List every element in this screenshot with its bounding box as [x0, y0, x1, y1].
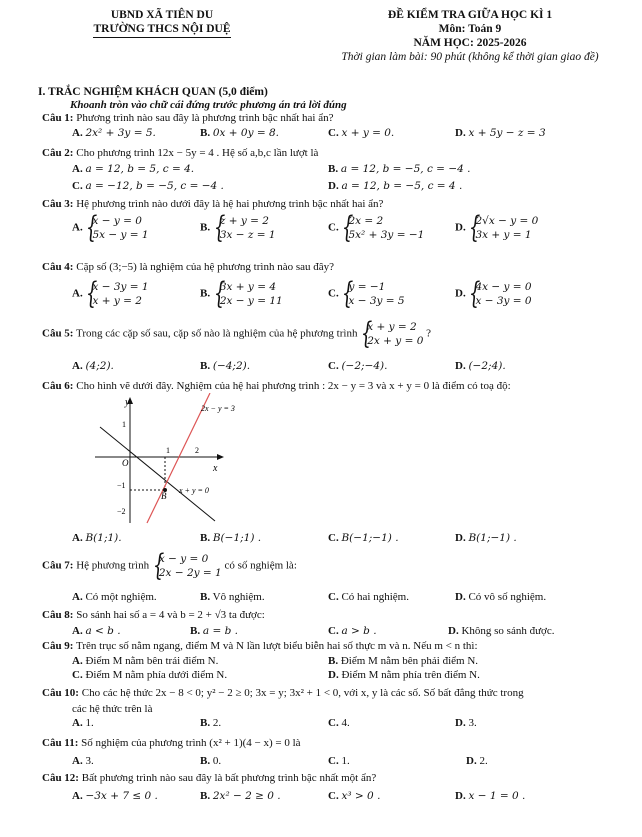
- opt-text: 0x + 0y = 8.: [212, 127, 280, 139]
- opt-letter: A.: [72, 717, 83, 729]
- school-name: TRƯỜNG THCS NỘI DUỆ: [93, 22, 230, 38]
- opt-letter: C.: [328, 221, 339, 234]
- school-year: NĂM HỌC: 2025-2026: [413, 37, 527, 49]
- opt-letter: D.: [466, 755, 477, 767]
- q3-option-a[interactable]: [72, 214, 149, 242]
- opt-text: a < b .: [85, 625, 121, 637]
- tick-yn1: −1: [117, 481, 126, 490]
- opt-text: 2.: [479, 755, 488, 767]
- opt-letter: B.: [200, 755, 211, 767]
- opt-letter: B.: [200, 717, 211, 729]
- opt-text: 3.: [85, 755, 94, 767]
- q4-option-c[interactable]: [328, 280, 405, 308]
- opt-text: a = b .: [202, 625, 238, 637]
- q-label: Câu 10:: [42, 687, 79, 699]
- q11-option-c[interactable]: [328, 755, 350, 768]
- opt-letter: D.: [455, 591, 466, 603]
- opt-letter: C.: [328, 532, 339, 544]
- question-9: [42, 640, 478, 653]
- exam-title: ĐỀ KIỂM TRA GIỮA HỌC KÌ 1: [387, 9, 553, 21]
- q-text: Cho các hệ thức 2x − 8 < 0; y² − 2 ≥ 0; 3x = y; 3x² + 1 < 0, với x, y là các số. Số bất đẳng thức trong: [81, 687, 524, 699]
- opt-text: x³ > 0 .: [341, 790, 381, 802]
- opt-letter: C.: [328, 717, 339, 729]
- opt-letter: C.: [328, 287, 339, 300]
- q-label: Câu 12:: [42, 772, 79, 784]
- q-text: Hệ phương trình: [76, 559, 150, 572]
- opt-text: B(−1;−1) .: [341, 532, 399, 544]
- q7-option-b[interactable]: [200, 591, 265, 604]
- opt-letter: C.: [72, 669, 83, 681]
- q3-option-c[interactable]: [328, 214, 424, 242]
- opt-text: −3x + 7 ≤ 0 .: [85, 790, 158, 802]
- opt-letter: B.: [328, 655, 339, 667]
- opt-text: x − 1 = 0 .: [468, 790, 526, 802]
- q12-option-c[interactable]: [328, 790, 380, 803]
- x-label: x: [213, 463, 218, 474]
- district-name: UBND XÃ TIÊN DU: [110, 9, 214, 21]
- opt-letter: C.: [328, 625, 339, 637]
- q3-option-b[interactable]: [200, 214, 276, 242]
- opt-text: 2x² + 3y = 5.: [85, 127, 156, 139]
- q-text: Hệ phương trình nào dưới đây là hệ hai phương trình bậc nhất hai ẩn?: [76, 198, 384, 210]
- eq: 5x − y = 1: [92, 229, 149, 241]
- question-8: [42, 609, 265, 622]
- q-label: Câu 3:: [42, 198, 74, 210]
- equation-system: [341, 280, 404, 308]
- q2-option-d[interactable]: [328, 180, 462, 193]
- opt-letter: B.: [200, 221, 211, 234]
- q-text: Trên trục số nằm ngang, điểm M và N lần lượt biểu biễn hai số thực m và n. Nếu m < n thì:: [76, 640, 478, 652]
- exam-header: [300, 8, 640, 64]
- q-text: Cặp số (3;−5) là nghiệm của hệ phương trình nào sau đây?: [76, 261, 335, 273]
- q4-option-a[interactable]: [72, 280, 149, 308]
- eq: x − 3y = 5: [348, 295, 405, 307]
- opt-letter: B.: [200, 532, 211, 544]
- q-text: Số nghiệm của phương trình (x² + 1)(4 − x) = 0 là: [81, 737, 301, 749]
- question-4: [42, 261, 334, 274]
- school-header: [72, 8, 252, 38]
- question-11: [42, 737, 301, 750]
- opt-letter: A.: [72, 163, 83, 175]
- opt-letter: A.: [72, 755, 83, 767]
- opt-letter: D.: [448, 625, 459, 637]
- eq: { x + y = 2: [367, 321, 417, 333]
- q7-option-d[interactable]: [455, 591, 546, 604]
- opt-letter: A.: [72, 532, 83, 544]
- opt-letter: C.: [328, 360, 339, 372]
- opt-text: 0.: [212, 755, 222, 767]
- q-label: Câu 11:: [42, 737, 79, 749]
- subject: Môn: Toán 9: [438, 23, 502, 35]
- q8-option-b[interactable]: [190, 625, 238, 638]
- opt-letter: C.: [72, 180, 83, 192]
- opt-text: 1.: [341, 755, 350, 767]
- opt-text: B(1;−1) .: [468, 532, 517, 544]
- time-note: Thời gian làm bài: 90 phút (không kể thời gian giao đề): [341, 51, 599, 63]
- q-label: Câu 5:: [42, 327, 74, 340]
- equation-system: [152, 552, 222, 580]
- eq: 5x² + 3y = −1: [348, 229, 425, 241]
- eq: 3x − z = 1: [219, 229, 276, 241]
- q11-option-a[interactable]: [72, 755, 94, 768]
- q-text: Phương trình nào sau đây là phương trình bậc nhất hai ẩn?: [76, 112, 334, 124]
- equation-system: [360, 320, 423, 348]
- q4-option-d[interactable]: [455, 280, 532, 308]
- opt-letter: C.: [328, 591, 339, 603]
- q8-option-a[interactable]: [72, 625, 121, 638]
- q4-option-b[interactable]: [200, 280, 283, 308]
- eq: { y = −1: [348, 281, 386, 293]
- tick-x2: 2: [195, 446, 199, 455]
- q-tail: có số nghiệm là:: [224, 559, 297, 572]
- opt-text: Điểm M nằm phía trên điểm N.: [341, 669, 480, 681]
- opt-letter: C.: [328, 127, 339, 139]
- q6-option-c[interactable]: [328, 532, 399, 545]
- opt-text: (4;2).: [85, 360, 114, 372]
- equation-system: [85, 214, 148, 242]
- opt-text: a = 12, b = −5, c = 4 .: [341, 180, 463, 192]
- q1-option-a[interactable]: [72, 127, 156, 140]
- q10-option-c[interactable]: [328, 717, 350, 730]
- question-1: [42, 112, 333, 125]
- q12-option-a[interactable]: [72, 790, 158, 803]
- opt-text: Có vô số nghiệm.: [468, 591, 547, 603]
- opt-text: x + 5y − z = 3: [468, 127, 546, 139]
- question-10-cont: các hệ thức trên là: [72, 703, 153, 715]
- opt-letter: B.: [200, 287, 211, 300]
- opt-text: 1.: [85, 717, 94, 729]
- opt-text: Điểm M nằm bên phải điểm N.: [340, 655, 479, 667]
- q5-option-c[interactable]: [328, 360, 387, 373]
- x-arrow: [217, 454, 224, 460]
- opt-text: Không so sánh được.: [461, 625, 555, 637]
- opt-text: B(−1;1) .: [212, 532, 262, 544]
- equation-system: [85, 280, 148, 308]
- eq: { z + y = 2: [219, 215, 269, 227]
- opt-letter: D.: [328, 669, 339, 681]
- eq: x − 3y = 0: [475, 295, 532, 307]
- opt-letter: D.: [455, 790, 466, 802]
- equation-system: [213, 280, 283, 308]
- section-title: I. TRẮC NGHIỆM KHÁCH QUAN (5,0 điểm): [38, 86, 268, 98]
- opt-text: Vô nghiệm.: [212, 591, 265, 603]
- q9-option-d[interactable]: [328, 669, 480, 682]
- opt-letter: A.: [72, 287, 83, 300]
- q11-option-b[interactable]: [200, 755, 221, 768]
- opt-text: B(1;1).: [85, 532, 122, 544]
- q10-option-d[interactable]: [455, 717, 477, 730]
- opt-text: a = 12, b = −5, c = −4 .: [340, 163, 471, 175]
- opt-letter: D.: [455, 287, 466, 300]
- q1-option-b[interactable]: [200, 127, 279, 140]
- q-label: Câu 2:: [42, 147, 74, 159]
- eq: x + y = 2: [92, 295, 142, 307]
- q5-option-b[interactable]: [200, 360, 250, 373]
- opt-text: x + y = 0.: [341, 127, 395, 139]
- eq: 3x + y = 1: [475, 229, 532, 241]
- q7-option-c[interactable]: [328, 591, 409, 604]
- opt-text: a > b .: [341, 625, 377, 637]
- q-label: Câu 4:: [42, 261, 74, 273]
- q-label: Câu 6:: [42, 380, 74, 392]
- equation-system: [468, 280, 531, 308]
- question-5: Câu 5: Trong các cặp số sau, cặp số nào là nghiệm của hệ phương trình { x + y = 2 2x + y = 0 ?: [42, 320, 431, 348]
- q9-option-c[interactable]: [72, 669, 227, 682]
- eq: 2x + y = 0: [367, 335, 424, 347]
- opt-letter: C.: [328, 755, 339, 767]
- q-label: Câu 7:: [42, 559, 74, 572]
- opt-letter: C.: [328, 790, 339, 802]
- opt-letter: D.: [328, 180, 339, 192]
- coordinate-graph: [95, 393, 245, 525]
- opt-text: (−2;4).: [468, 360, 506, 372]
- q10-option-b[interactable]: [200, 717, 221, 730]
- opt-letter: A.: [72, 625, 83, 637]
- opt-letter: B.: [200, 790, 211, 802]
- line1-label: 2x − y = 3: [201, 404, 235, 413]
- eq: 2x − y = 11: [219, 295, 283, 307]
- q-text: Trong các cặp số sau, cặp số nào là nghiệm của hệ phương trình: [76, 327, 358, 340]
- q11-option-d[interactable]: [466, 755, 488, 768]
- line2-label: x + y = 0: [179, 486, 209, 495]
- opt-letter: D.: [455, 360, 466, 372]
- q6-option-a[interactable]: [72, 532, 122, 545]
- opt-letter: A.: [72, 221, 83, 234]
- q-text: Cho phương trình 12x − 5y = 4 . Hệ số a,b,c lần lượt là: [76, 147, 319, 159]
- q-text: Bất phương trình nào sau đây là bất phương trình bậc nhất một ẩn?: [81, 772, 377, 784]
- q8-option-c[interactable]: [328, 625, 377, 638]
- q-label: Câu 8:: [42, 609, 74, 621]
- opt-letter: B.: [190, 625, 201, 637]
- opt-text: (−2;−4).: [341, 360, 388, 372]
- origin-label: O: [122, 458, 129, 468]
- instruction: Khoanh tròn vào chữ cái đứng trước phương án trả lời đúng: [70, 99, 347, 111]
- q-text: Cho hình vẽ dưới đây. Nghiệm của hệ hai phương trình : 2x − y = 3 và x + y = 0 là điểm có toạ độ:: [76, 380, 511, 392]
- eq: { 4x − y = 0: [475, 281, 532, 293]
- question-2: [42, 147, 318, 160]
- q12-option-d[interactable]: [455, 790, 525, 803]
- opt-letter: D.: [455, 532, 466, 544]
- opt-letter: B.: [328, 163, 339, 175]
- opt-letter: D.: [455, 127, 466, 139]
- q7-option-a[interactable]: [72, 591, 157, 604]
- q6-option-b[interactable]: [200, 532, 261, 545]
- opt-letter: A.: [72, 790, 83, 802]
- q9-option-a[interactable]: [72, 655, 218, 668]
- q10-option-a[interactable]: [72, 717, 94, 730]
- q5-option-a[interactable]: [72, 360, 114, 373]
- tick-x1: 1: [166, 446, 170, 455]
- question-7: [42, 552, 297, 580]
- point-b-label: B: [161, 491, 167, 501]
- q-label: Câu 1:: [42, 112, 74, 124]
- opt-text: 3.: [468, 717, 477, 729]
- opt-text: Có hai nghiệm.: [341, 591, 409, 603]
- q2-option-a[interactable]: [72, 163, 194, 176]
- q2-option-c[interactable]: [72, 180, 224, 193]
- opt-text: (−4;2).: [212, 360, 251, 372]
- equation-system: [341, 214, 424, 242]
- tick-yn2: −2: [117, 507, 126, 516]
- question-10: [42, 687, 524, 700]
- q2-option-b[interactable]: [328, 163, 470, 176]
- opt-letter: D.: [455, 221, 466, 234]
- opt-text: a = 12, b = 5, c = 4.: [85, 163, 195, 175]
- opt-text: 2.: [212, 717, 222, 729]
- opt-letter: B.: [200, 127, 211, 139]
- equation-system: [213, 214, 276, 242]
- opt-text: a = −12, b = −5, c = −4 .: [85, 180, 224, 192]
- eq: { x − y = 0: [92, 215, 142, 227]
- q9-option-b[interactable]: [328, 655, 478, 668]
- eq: 2x − 2y = 1: [158, 567, 222, 579]
- y-label: y: [125, 397, 130, 408]
- q3-option-d[interactable]: [455, 214, 538, 242]
- q6-option-d[interactable]: [455, 532, 517, 545]
- q-text: So sánh hai số a = 4 và b = 2 + √3 ta được:: [76, 609, 265, 621]
- q1-option-d[interactable]: [455, 127, 546, 140]
- opt-letter: A.: [72, 127, 83, 139]
- q-label: Câu 9:: [42, 640, 74, 652]
- opt-text: Điểm M nằm phía dưới điểm N.: [85, 669, 228, 681]
- eq: { x − 3y = 1: [92, 281, 149, 293]
- opt-text: 2x² − 2 ≥ 0 .: [212, 790, 281, 802]
- q12-option-b[interactable]: [200, 790, 281, 803]
- opt-letter: B.: [200, 360, 211, 372]
- eq: { 2x = 2: [348, 215, 384, 227]
- opt-letter: A.: [72, 360, 83, 372]
- opt-letter: A.: [72, 591, 83, 603]
- opt-text: 4.: [341, 717, 350, 729]
- q1-option-c[interactable]: [328, 127, 394, 140]
- tick-y1: 1: [122, 420, 126, 429]
- eq: { 3x + y = 4: [219, 281, 277, 293]
- opt-letter: D.: [455, 717, 466, 729]
- opt-text: Điểm M nằm bên trái điểm N.: [85, 655, 219, 667]
- opt-letter: B.: [200, 591, 211, 603]
- q8-option-d[interactable]: [448, 625, 555, 638]
- eq: { 2√x − y = 0: [475, 215, 539, 227]
- equation-system: [468, 214, 538, 242]
- opt-text: Có một nghiệm.: [85, 591, 157, 603]
- question-12: [42, 772, 376, 785]
- q5-option-d[interactable]: [455, 360, 506, 373]
- eq: { x − y = 0: [158, 553, 209, 565]
- question-6: [42, 380, 511, 393]
- opt-letter: A.: [72, 655, 83, 667]
